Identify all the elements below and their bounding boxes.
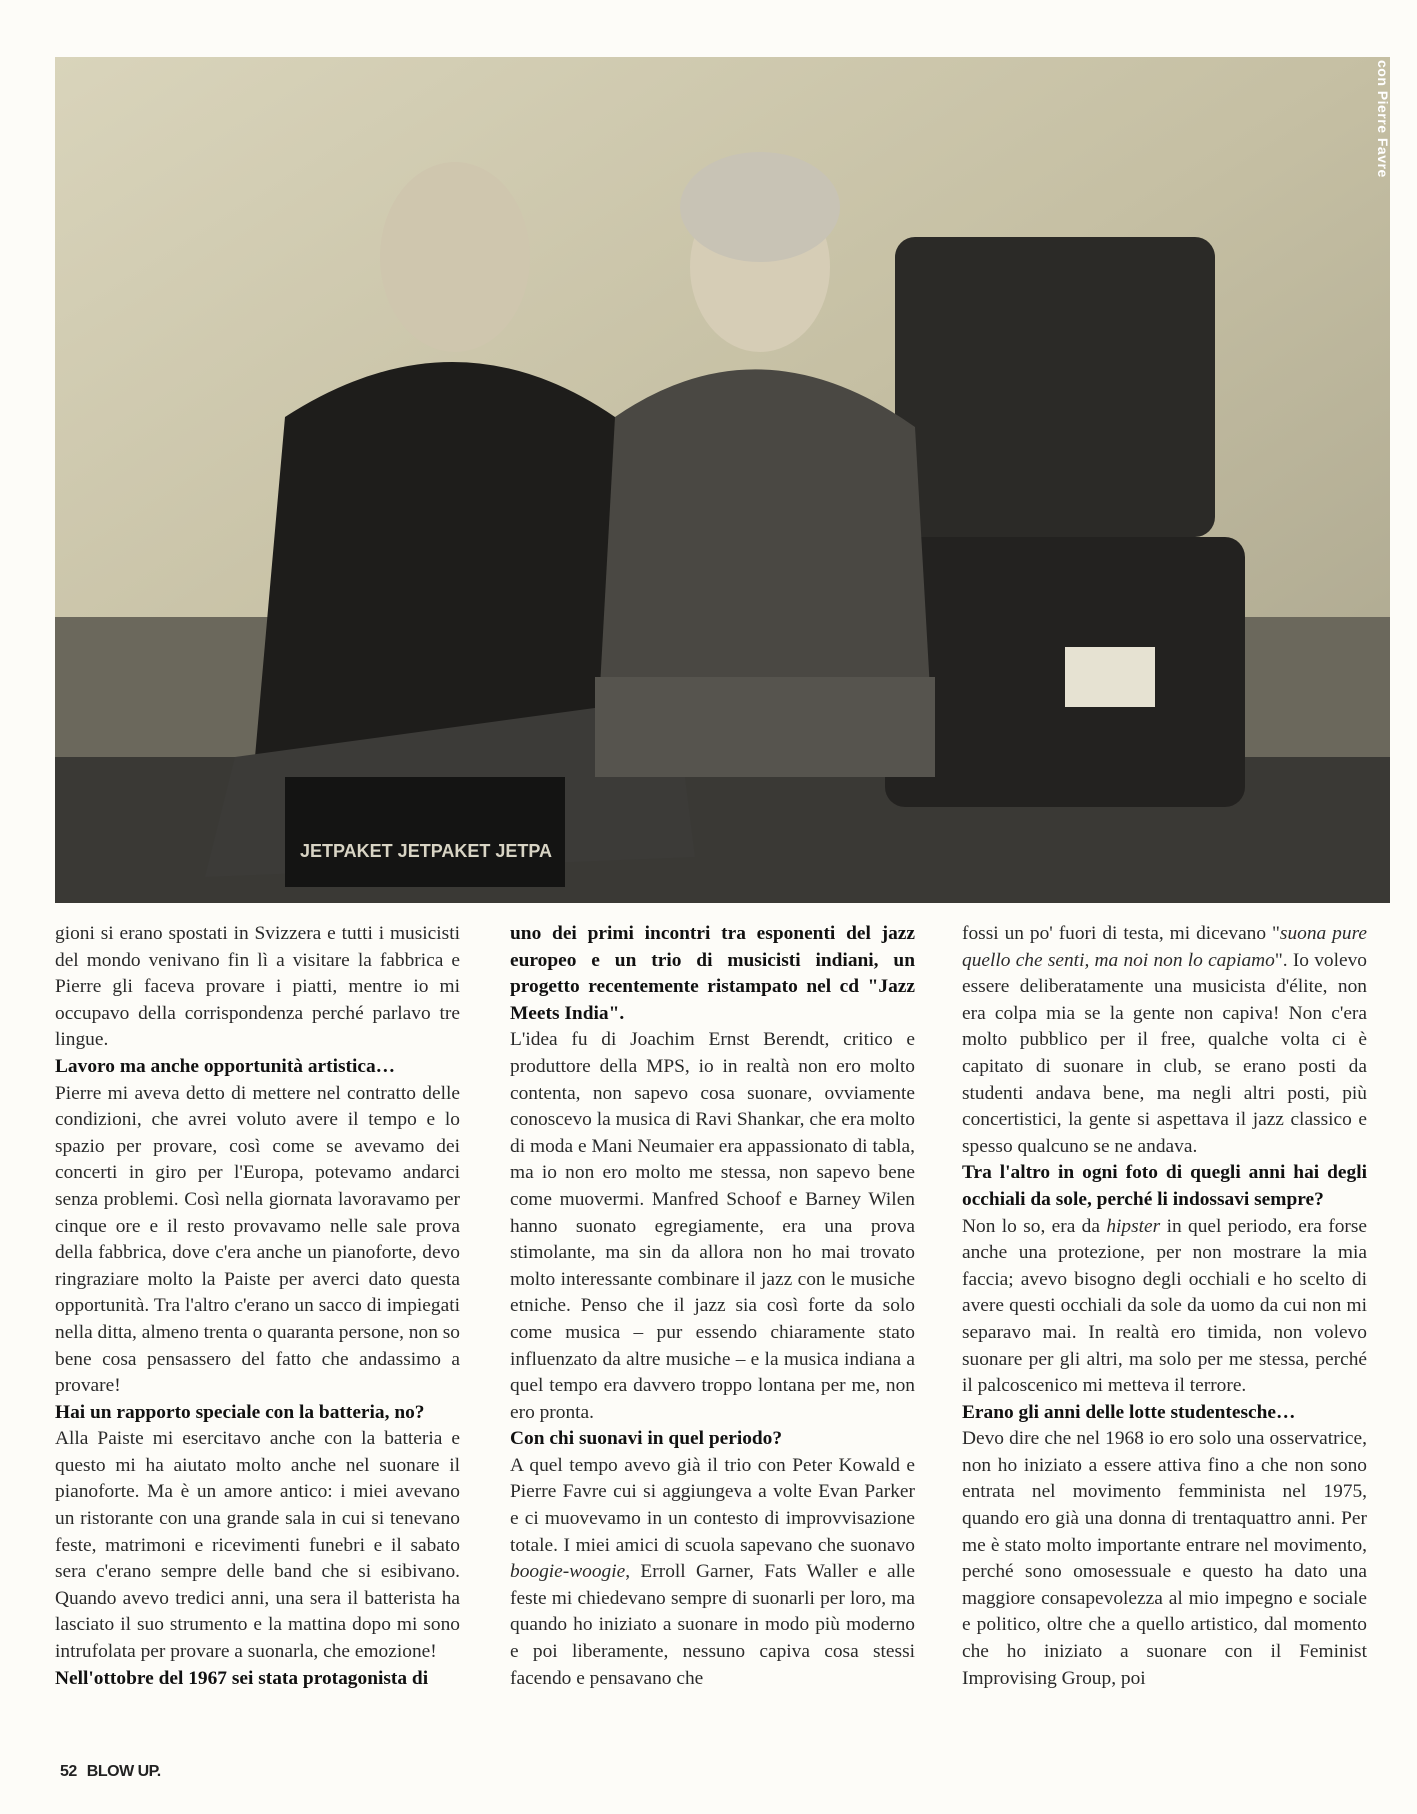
article-column-3 bbox=[962, 921, 1367, 1692]
answer-text: fossi un po' fuori di testa, mi dicevano " bbox=[962, 923, 1280, 944]
page-number: 52 bbox=[60, 1763, 77, 1780]
page-footer bbox=[60, 1763, 161, 1781]
interview-answer bbox=[510, 1453, 915, 1692]
answer-italic: boogie-woogie bbox=[510, 1561, 626, 1583]
photo-illustration bbox=[55, 57, 1390, 903]
answer-text: A quel tempo avevo già il trio con Peter Kowald e Pierre Favre cui si aggiungeva a volte Evan Parker e ci muovevamo in un contesto di improvvisazione totale. I miei amici di scuola sapevano che suonavo bbox=[510, 1454, 915, 1556]
man-face bbox=[380, 162, 530, 352]
interview-question: Lavoro ma anche opportunità artistica… bbox=[55, 1055, 396, 1077]
interview-answer: Alla Paiste mi esercitavo anche con la batteria e questo mi ha aiutato molto anche nel suonare il pianoforte. Ma è un amore antico: i miei avevano un ristorante con una grande sala in cui si tenevano feste, matrimoni e ricevimenti funebri e il sabato sera c'erano sempre delle band che si esibivano. Quando avevo tredici anni, una sera il batterista ha lasciato il suo strumento e la mattina dopo mi sono intrufolata per provare a suonarla, che emozione! bbox=[55, 1428, 460, 1663]
interview-question: uno dei primi incontri tra esponenti del jazz europeo e un trio di musicisti indiani, un progetto recentemente ristampato nel cd "Jazz Meets India". bbox=[510, 923, 915, 1024]
answer-italic: suona pure quello che senti, ma noi non lo capiamo bbox=[962, 923, 1368, 971]
article-photo bbox=[55, 57, 1390, 903]
interview-answer: Pierre mi aveva detto di mettere nel contratto delle condizioni, che avrei voluto avere il tempo e lo spazio per provare, così come se avevamo dei concerti in giro per l'Europa, potevamo andarci senza problemi. Così nella giornata lavoravamo per cinque ore e il resto provavamo nelle sale prova della fabbrica, dove c'era anche un pianoforte, devo ringraziare molto la Paiste per averci dato questa opportunità. Tra l'altro c'erano un sacco di impiegati nella ditta, almeno trenta o quaranta persone, non so bene cosa pensassero del fatto che andassimo a provare! bbox=[55, 1082, 460, 1397]
jetpaket-label: JETPAKET JETPAKET JETPA bbox=[300, 841, 553, 861]
jetpaket-case bbox=[285, 777, 565, 887]
interview-answer: Devo dire che nel 1968 io ero solo una osservatrice, non ho iniziato a essere attiva fino a che non sono entrata nel movimento femminista nel 1975, quando ero già una donna di trentaquattro anni. Per me è stato molto importante entrare nel movimento, perché sono omosessuale e questo ha dato una maggiore consapevolezza al mio impegno e sociale e politico, oltre che a quello artistico, dal momento che ho iniziato a suonare con il Feminist Improvising Group, poi bbox=[962, 1428, 1367, 1689]
interview-question: Hai un rapporto speciale con la batteria, no? bbox=[55, 1401, 425, 1423]
answer-text: , Erroll Garner, Fats Waller e alle feste mi chiedevano sempre di suonarli per loro, ma quando ho iniziato a suonare in modo più moderno e poi liberamente, nessuno capiva cosa stessi facendo e pensavano che bbox=[510, 1561, 915, 1689]
answer-text: ". Io volevo essere deliberatamente una musicista d'élite, non era colpa mia se la gente non capiva! Non c'era molto pubblico per il free, qualche volta ci è capitato di suonare in club, se erano posti da studenti andava bene, ma negli altri posti, più concertistici, la gente si aspettava il jazz classico e spesso qualcuno se ne andava. bbox=[962, 949, 1368, 1157]
answer-text: in quel periodo, era forse anche una protezione, per non mostrare la mia faccia; avevo bisogno degli occhiali e ho scelto di avere questi occhiali da sole da uomo da cui non mi separavo mai. In realtà ero timida, non volevo suonare per gli altri, ma solo per me stessa, perché il palcoscenico mi metteva il terrore. bbox=[962, 1215, 1367, 1397]
article-column-2 bbox=[510, 921, 915, 1692]
interview-question: Nell'ottobre del 1967 sei stata protagonista di bbox=[55, 1667, 429, 1689]
answer-text: Non lo so, era da bbox=[962, 1215, 1107, 1237]
article-column-1 bbox=[55, 921, 460, 1692]
interview-answer: gioni si erano spostati in Svizzera e tutti i musicisti del mondo venivano fin lì a visitare la fabbrica e Pierre gli faceva provare i piatti, mentre io mi occupavo della corrispondenza perché parlavo tre lingue. bbox=[55, 923, 460, 1051]
interview-question: Tra l'altro in ogni foto di quegli anni hai degli occhiali da sole, perché li indossavi sempre? bbox=[962, 1162, 1367, 1210]
interview-question: Con chi suonavi in quel periodo? bbox=[510, 1428, 783, 1450]
answer-italic: hipster bbox=[1106, 1215, 1161, 1237]
interview-answer: L'idea fu di Joachim Ernst Berendt, critico e produttore della MPS, io in realtà non ero molto contenta, non sapevo cosa suonare, ovviamente conoscevo la musica di Ravi Shankar, che era molto di moda e Mani Neumaier era appassionato di tabla, ma io non ero molto me stessa, non sapevo bene come muovermi. Manfred Schoof e Barney Wilen hanno suonato egregiamente, era una prova stimolante, ma sin da allora non ho mai trovato molto interessante combinare il jazz con le musiche etniche. Penso che il jazz sia così forte da solo come musica – pur essendo chiaramente stato influenzato da altre musiche – e la musica indiana a quel tempo era davvero troppo lontana per me, non ero pronta. bbox=[510, 1029, 915, 1423]
interview-answer bbox=[962, 1214, 1367, 1400]
magazine-name: BLOW UP. bbox=[86, 1763, 161, 1780]
photo-credit: con Pierre Favre bbox=[1375, 60, 1391, 178]
interview-answer bbox=[962, 921, 1367, 1160]
drum-case-top bbox=[895, 237, 1215, 537]
interview-question: Erano gli anni delle lotte studentesche… bbox=[962, 1401, 1296, 1423]
